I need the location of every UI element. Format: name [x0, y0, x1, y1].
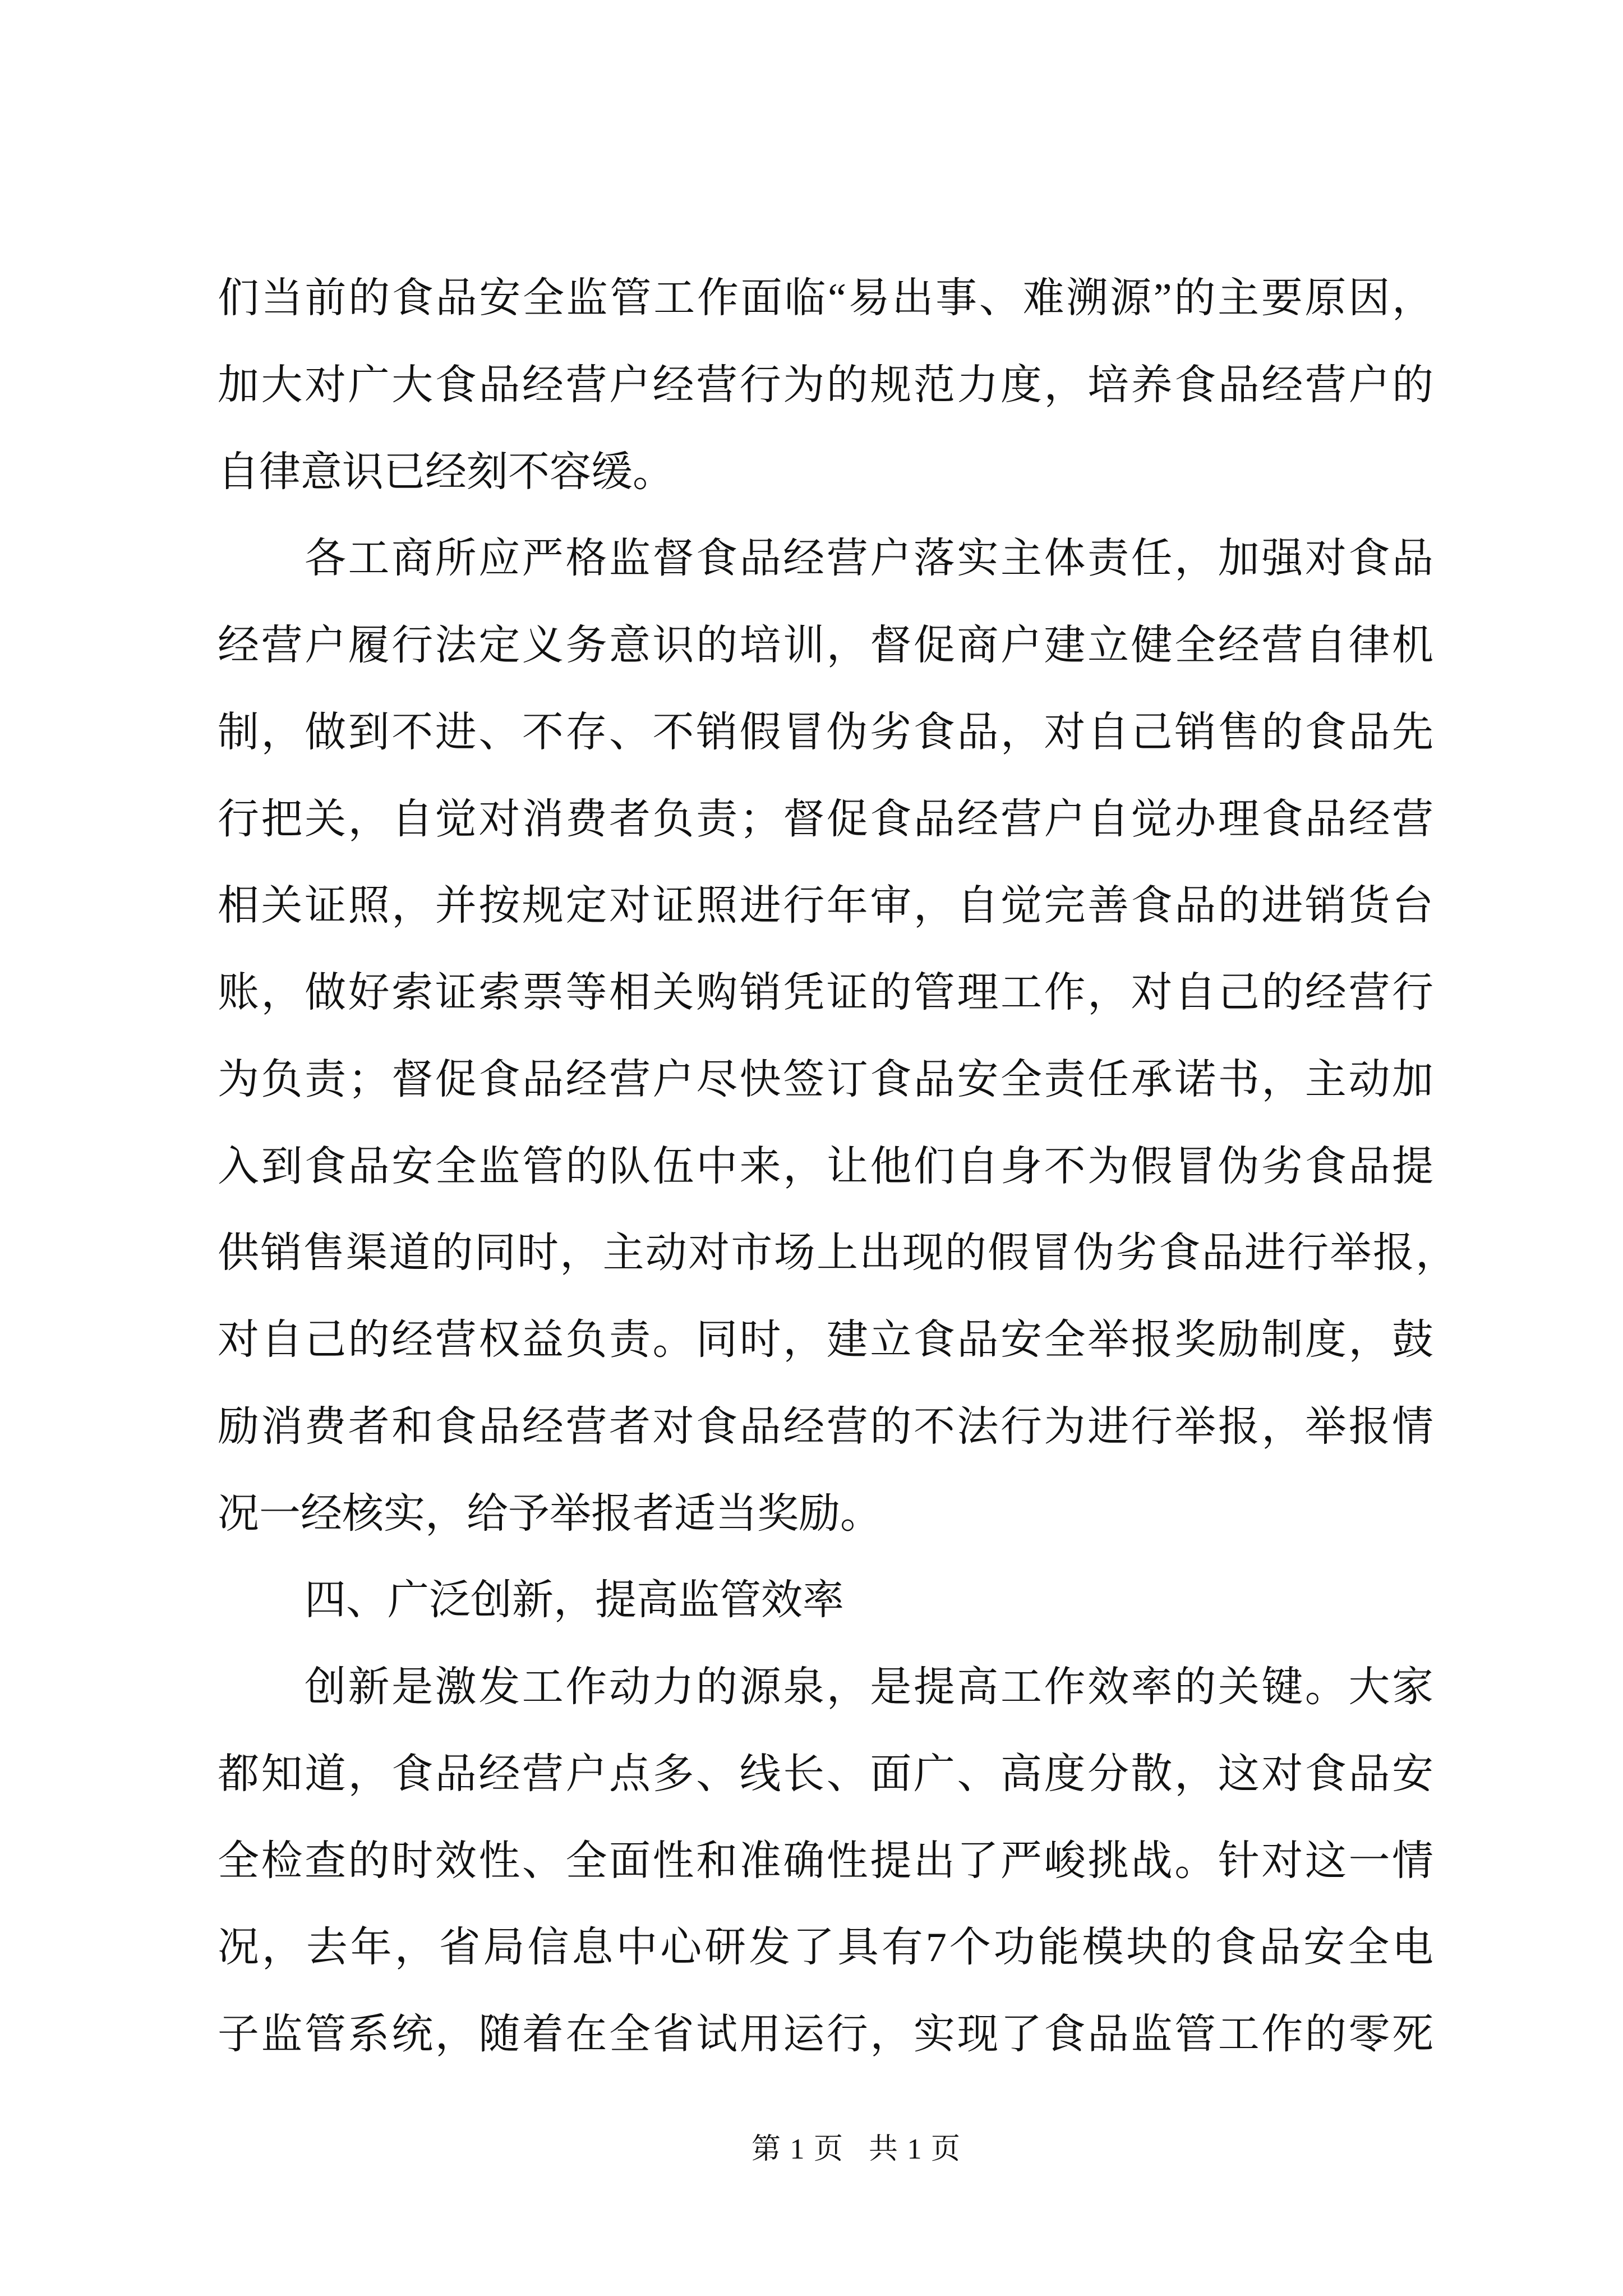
document-body	[218, 255, 1457, 2078]
text-line: 们当前的食品安全监管工作面临“易出事、难溯源”的主要原因，	[218, 275, 1433, 321]
text-line: 账，做好索证索票等相关购销凭证的管理工作，对自己的经营行	[218, 970, 1433, 1016]
text-line: 况一经核实，给予举报者适当奖励。	[218, 1490, 882, 1537]
heading-line: 四、广泛创新，提高监管效率	[305, 1577, 844, 1624]
text-line: 行把关，自觉对消费者负责；督促食品经营户自觉办理食品经营	[218, 796, 1433, 843]
text-line: 供销售渠道的同时，主动对市场上出现的假冒伪劣食品进行举报，	[218, 1230, 1457, 1277]
text-line: 入到食品安全监管的队伍中来，让他们自身不为假冒伪劣食品提	[218, 1143, 1433, 1190]
paragraph-innovation	[218, 1644, 1433, 2078]
paragraph-continuation	[218, 255, 1433, 516]
text-line: 为负责；督促食品经营户尽快签订食品安全责任承诺书，主动加	[218, 1056, 1433, 1103]
page-footer: 第1页 共1页	[751, 2133, 960, 2165]
text-line: 都知道，食品经营户点多、线长、面广、高度分散，这对食品安	[218, 1751, 1433, 1797]
text-line: 相关证照，并按规定对证照进行年审，自觉完善食品的进销货台	[218, 883, 1433, 930]
text-line: 制，做到不进、不存、不销假冒伪劣食品，对自己销售的食品先	[218, 709, 1433, 756]
text-line: 经营户履行法定义务意识的培训，督促商户建立健全经营自律机	[218, 623, 1433, 669]
text-line: 自律意识已经刻不容缓。	[218, 449, 674, 495]
text-line: 加大对广大食品经营户经营行为的规范力度，培养食品经营户的	[218, 362, 1433, 408]
text-line: 对自己的经营权益负责。同时，建立食品安全举报奖励制度，鼓	[218, 1317, 1433, 1363]
text-line: 子监管系统，随着在全省试用运行，实现了食品监管工作的零死	[218, 2012, 1433, 2058]
text-line: 各工商所应严格监督食品经营户落实主体责任，加强对食品	[305, 536, 1433, 582]
text-line: 全检查的时效性、全面性和准确性提出了严峻挑战。针对这一情	[218, 1838, 1433, 1884]
text-line: 创新是激发工作动力的源泉，是提高工作效率的关键。大家	[305, 1664, 1433, 1710]
paragraph-supervision	[218, 516, 1457, 1557]
section-heading	[218, 1557, 1433, 1644]
text-line: 况，去年，省局信息中心研发了具有7个功能模块的食品安全电	[218, 1925, 1433, 1971]
text-line: 励消费者和食品经营者对食品经营的不法行为进行举报，举报情	[218, 1404, 1433, 1450]
